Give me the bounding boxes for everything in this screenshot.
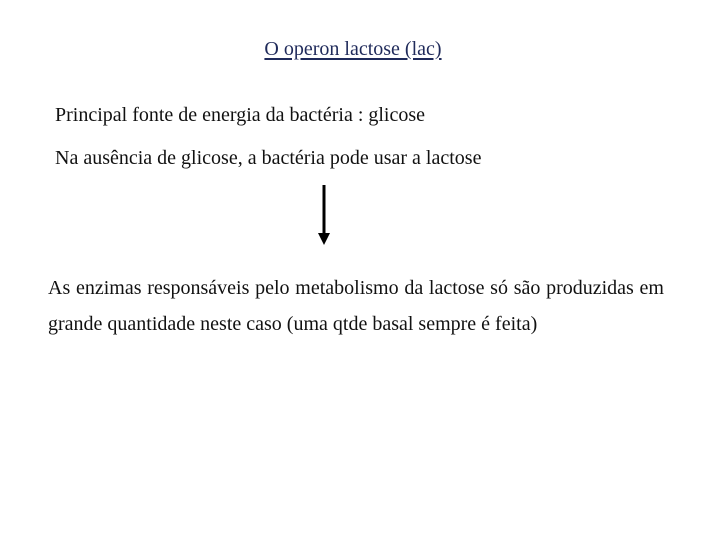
- statement-absence-of-glucose: Na ausência de glicose, a bactéria pode usar a lactose: [55, 147, 482, 169]
- statement-main-energy-source: Principal fonte de energia da bactéria : glicose: [55, 104, 426, 126]
- slide-title: O operon lactose (lac): [264, 38, 442, 60]
- down-arrow-icon: [314, 185, 334, 247]
- conclusion-paragraph: As enzimas responsáveis pelo metabolismo da lactose só são produzidas em grande quantidade neste caso (uma qtde basal sempre é feita): [48, 277, 664, 335]
